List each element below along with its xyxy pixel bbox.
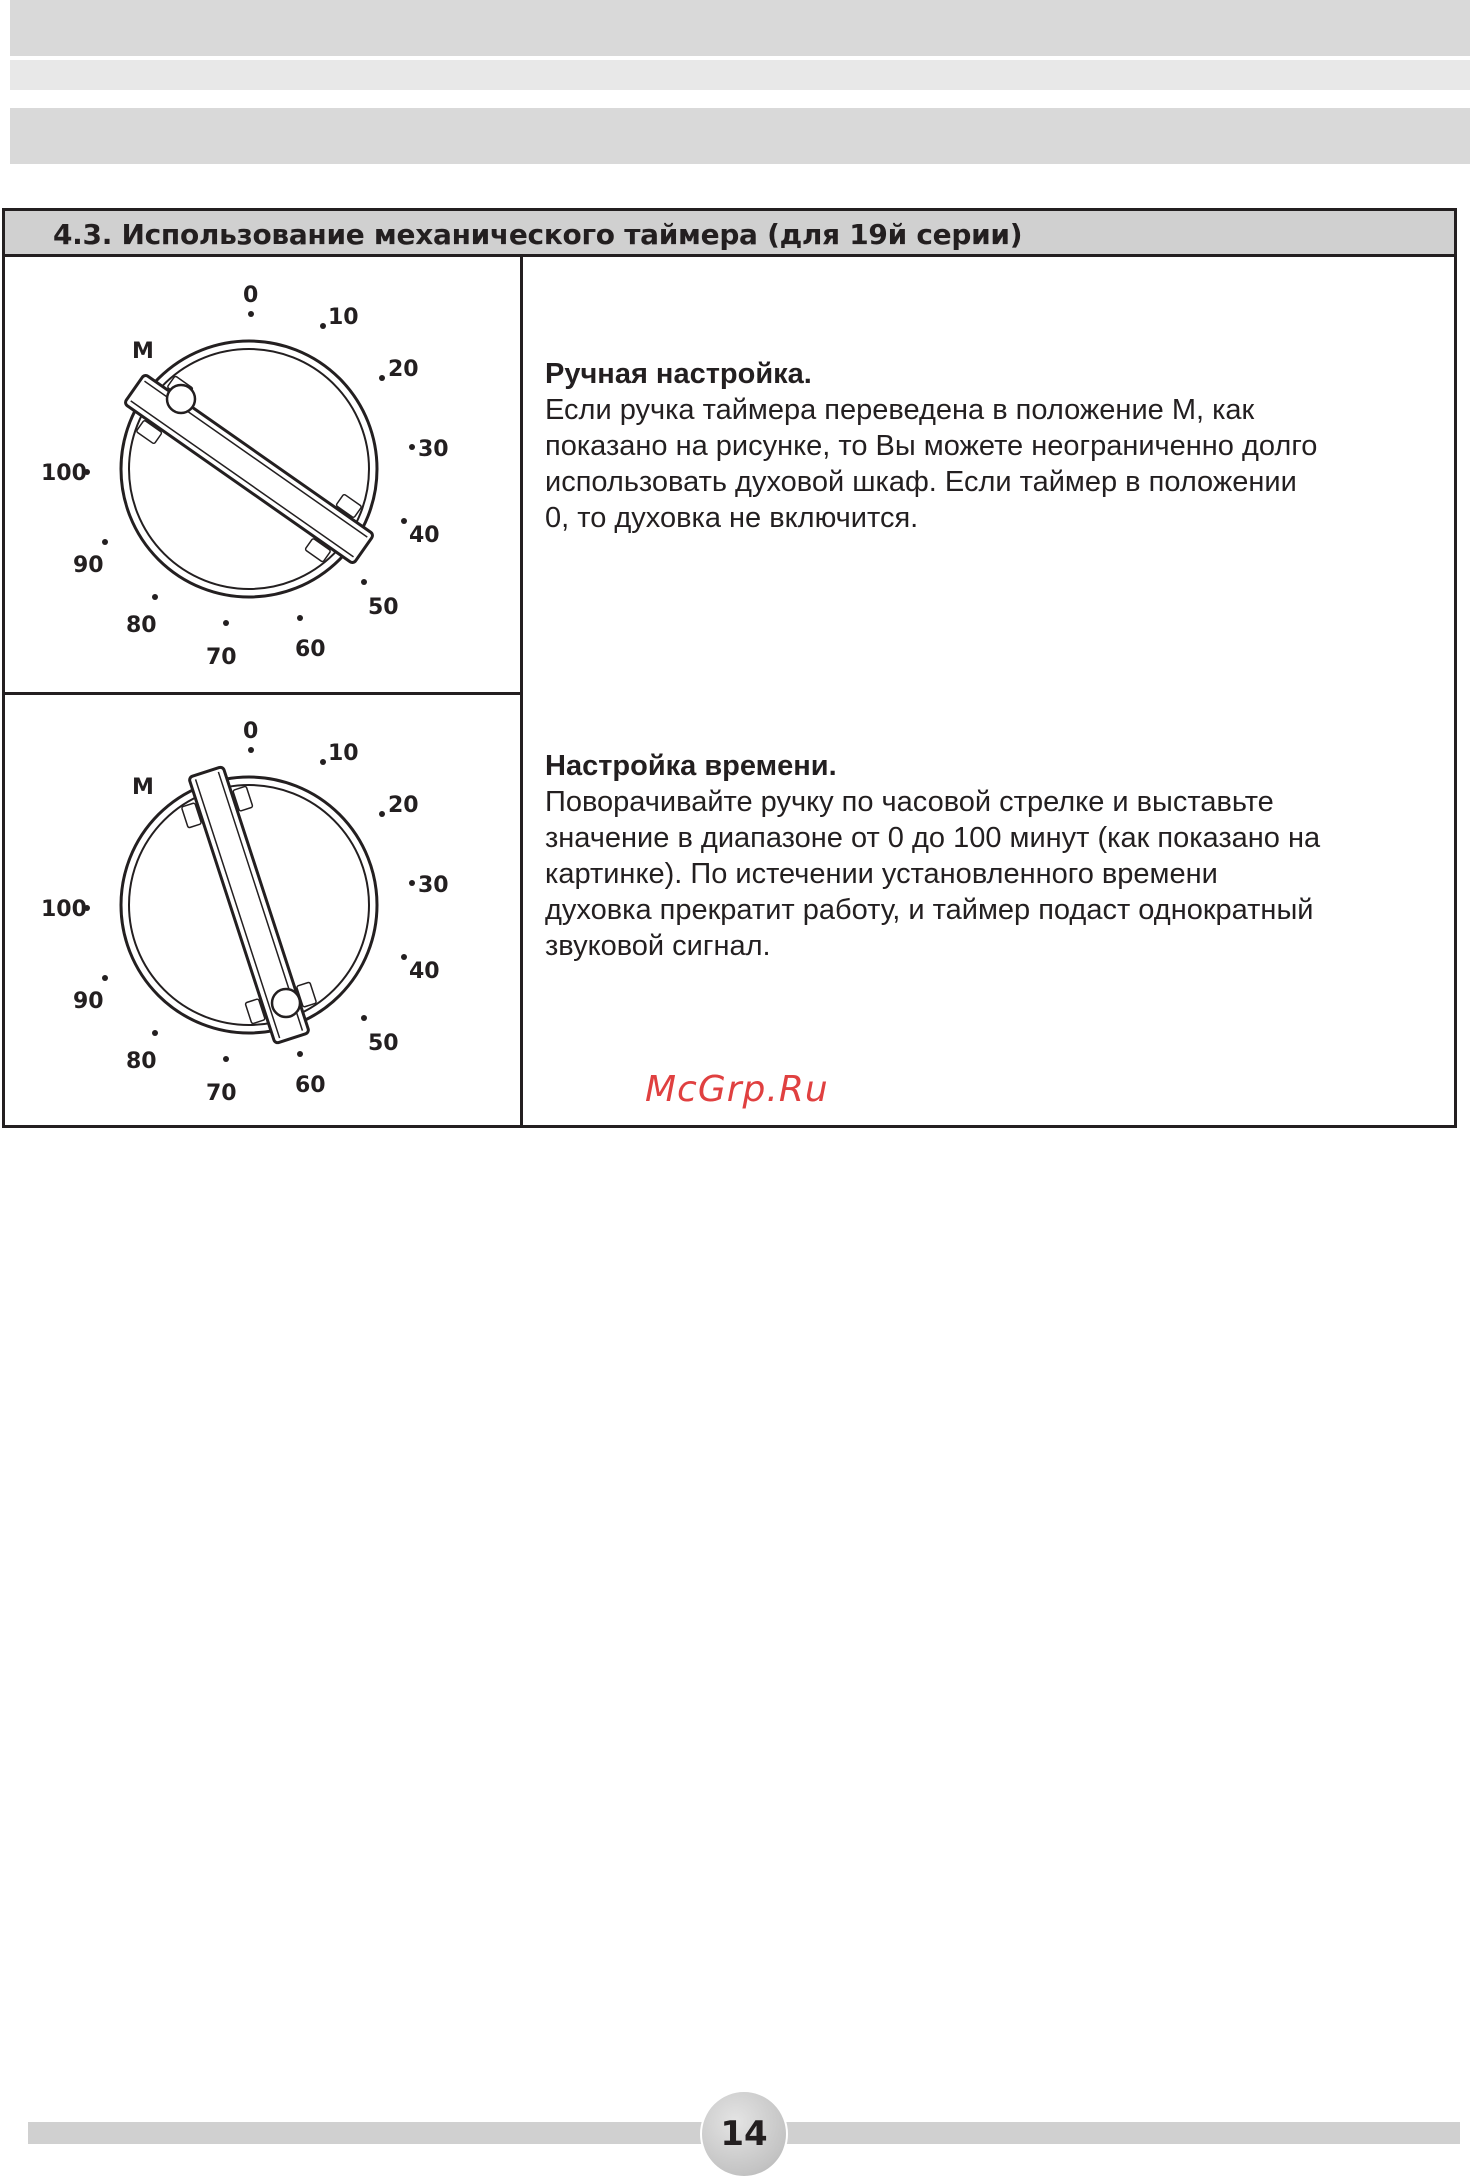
dial-label-70: 70 bbox=[206, 1081, 237, 1106]
dial-label-100: 100 bbox=[41, 461, 87, 486]
manual-line: показано на рисунке, то Вы можете неограниченно долго bbox=[545, 430, 1318, 462]
timer-dial-manual bbox=[5, 259, 520, 691]
time-setting-text bbox=[545, 748, 1425, 964]
dial-label-90: 90 bbox=[73, 989, 104, 1014]
dial-label-30: 30 bbox=[418, 873, 449, 898]
manual-line: 0, то духовка не включится. bbox=[545, 502, 919, 534]
dial-label-100: 100 bbox=[41, 897, 87, 922]
page-number: 14 bbox=[720, 2114, 768, 2154]
manual-line: использовать духовой шкаф. Если таймер в положении bbox=[545, 466, 1297, 498]
dial-label-m: M bbox=[132, 339, 154, 364]
header-band bbox=[10, 108, 1470, 164]
time-line: Поворачивайте ручку по часовой стрелке и выставьте bbox=[545, 786, 1274, 818]
dial-label-m: M bbox=[132, 775, 154, 800]
dial-label-80: 80 bbox=[126, 1049, 157, 1074]
manual-setting-text bbox=[545, 356, 1425, 536]
section-header bbox=[5, 211, 1454, 257]
top-band bbox=[10, 0, 1470, 56]
dial-label-60: 60 bbox=[295, 637, 326, 662]
time-setting-title: Настройка времени. bbox=[545, 750, 837, 782]
dial-label-60: 60 bbox=[295, 1073, 326, 1098]
timer-table bbox=[2, 208, 1457, 1128]
timer-dial-time bbox=[5, 695, 520, 1127]
dial-label-40: 40 bbox=[409, 523, 440, 548]
dial-label-10: 10 bbox=[328, 741, 359, 766]
dial-label-90: 90 bbox=[73, 553, 104, 578]
dial-label-0: 0 bbox=[243, 283, 259, 308]
manual-setting-title: Ручная настройка. bbox=[545, 358, 812, 390]
dial-label-10: 10 bbox=[328, 305, 359, 330]
dial-label-0: 0 bbox=[243, 719, 259, 744]
watermark: McGrp.Ru bbox=[645, 1069, 829, 1110]
column-divider bbox=[520, 257, 523, 1125]
manual-line: Если ручка таймера переведена в положение М, как bbox=[545, 394, 1255, 426]
dial-label-30: 30 bbox=[418, 437, 449, 462]
top-band-thin bbox=[10, 60, 1470, 90]
dial-label-80: 80 bbox=[126, 613, 157, 638]
dial-label-20: 20 bbox=[388, 793, 419, 818]
page-number-badge bbox=[700, 2090, 788, 2178]
section-title: 4.3. Использование механического таймера (для 19й серии) bbox=[53, 218, 1023, 251]
time-line: значение в диапазоне от 0 до 100 минут (как показано на bbox=[545, 822, 1321, 854]
dial-label-70: 70 bbox=[206, 645, 237, 670]
dial-label-40: 40 bbox=[409, 959, 440, 984]
dial-label-20: 20 bbox=[388, 357, 419, 382]
time-line: картинке). По истечении установленного времени bbox=[545, 858, 1218, 890]
dial-label-50: 50 bbox=[368, 595, 399, 620]
dial-label-50: 50 bbox=[368, 1031, 399, 1056]
time-line: звуковой сигнал. bbox=[545, 930, 771, 962]
time-line: духовка прекратит работу, и таймер подаст однократный bbox=[545, 894, 1314, 926]
